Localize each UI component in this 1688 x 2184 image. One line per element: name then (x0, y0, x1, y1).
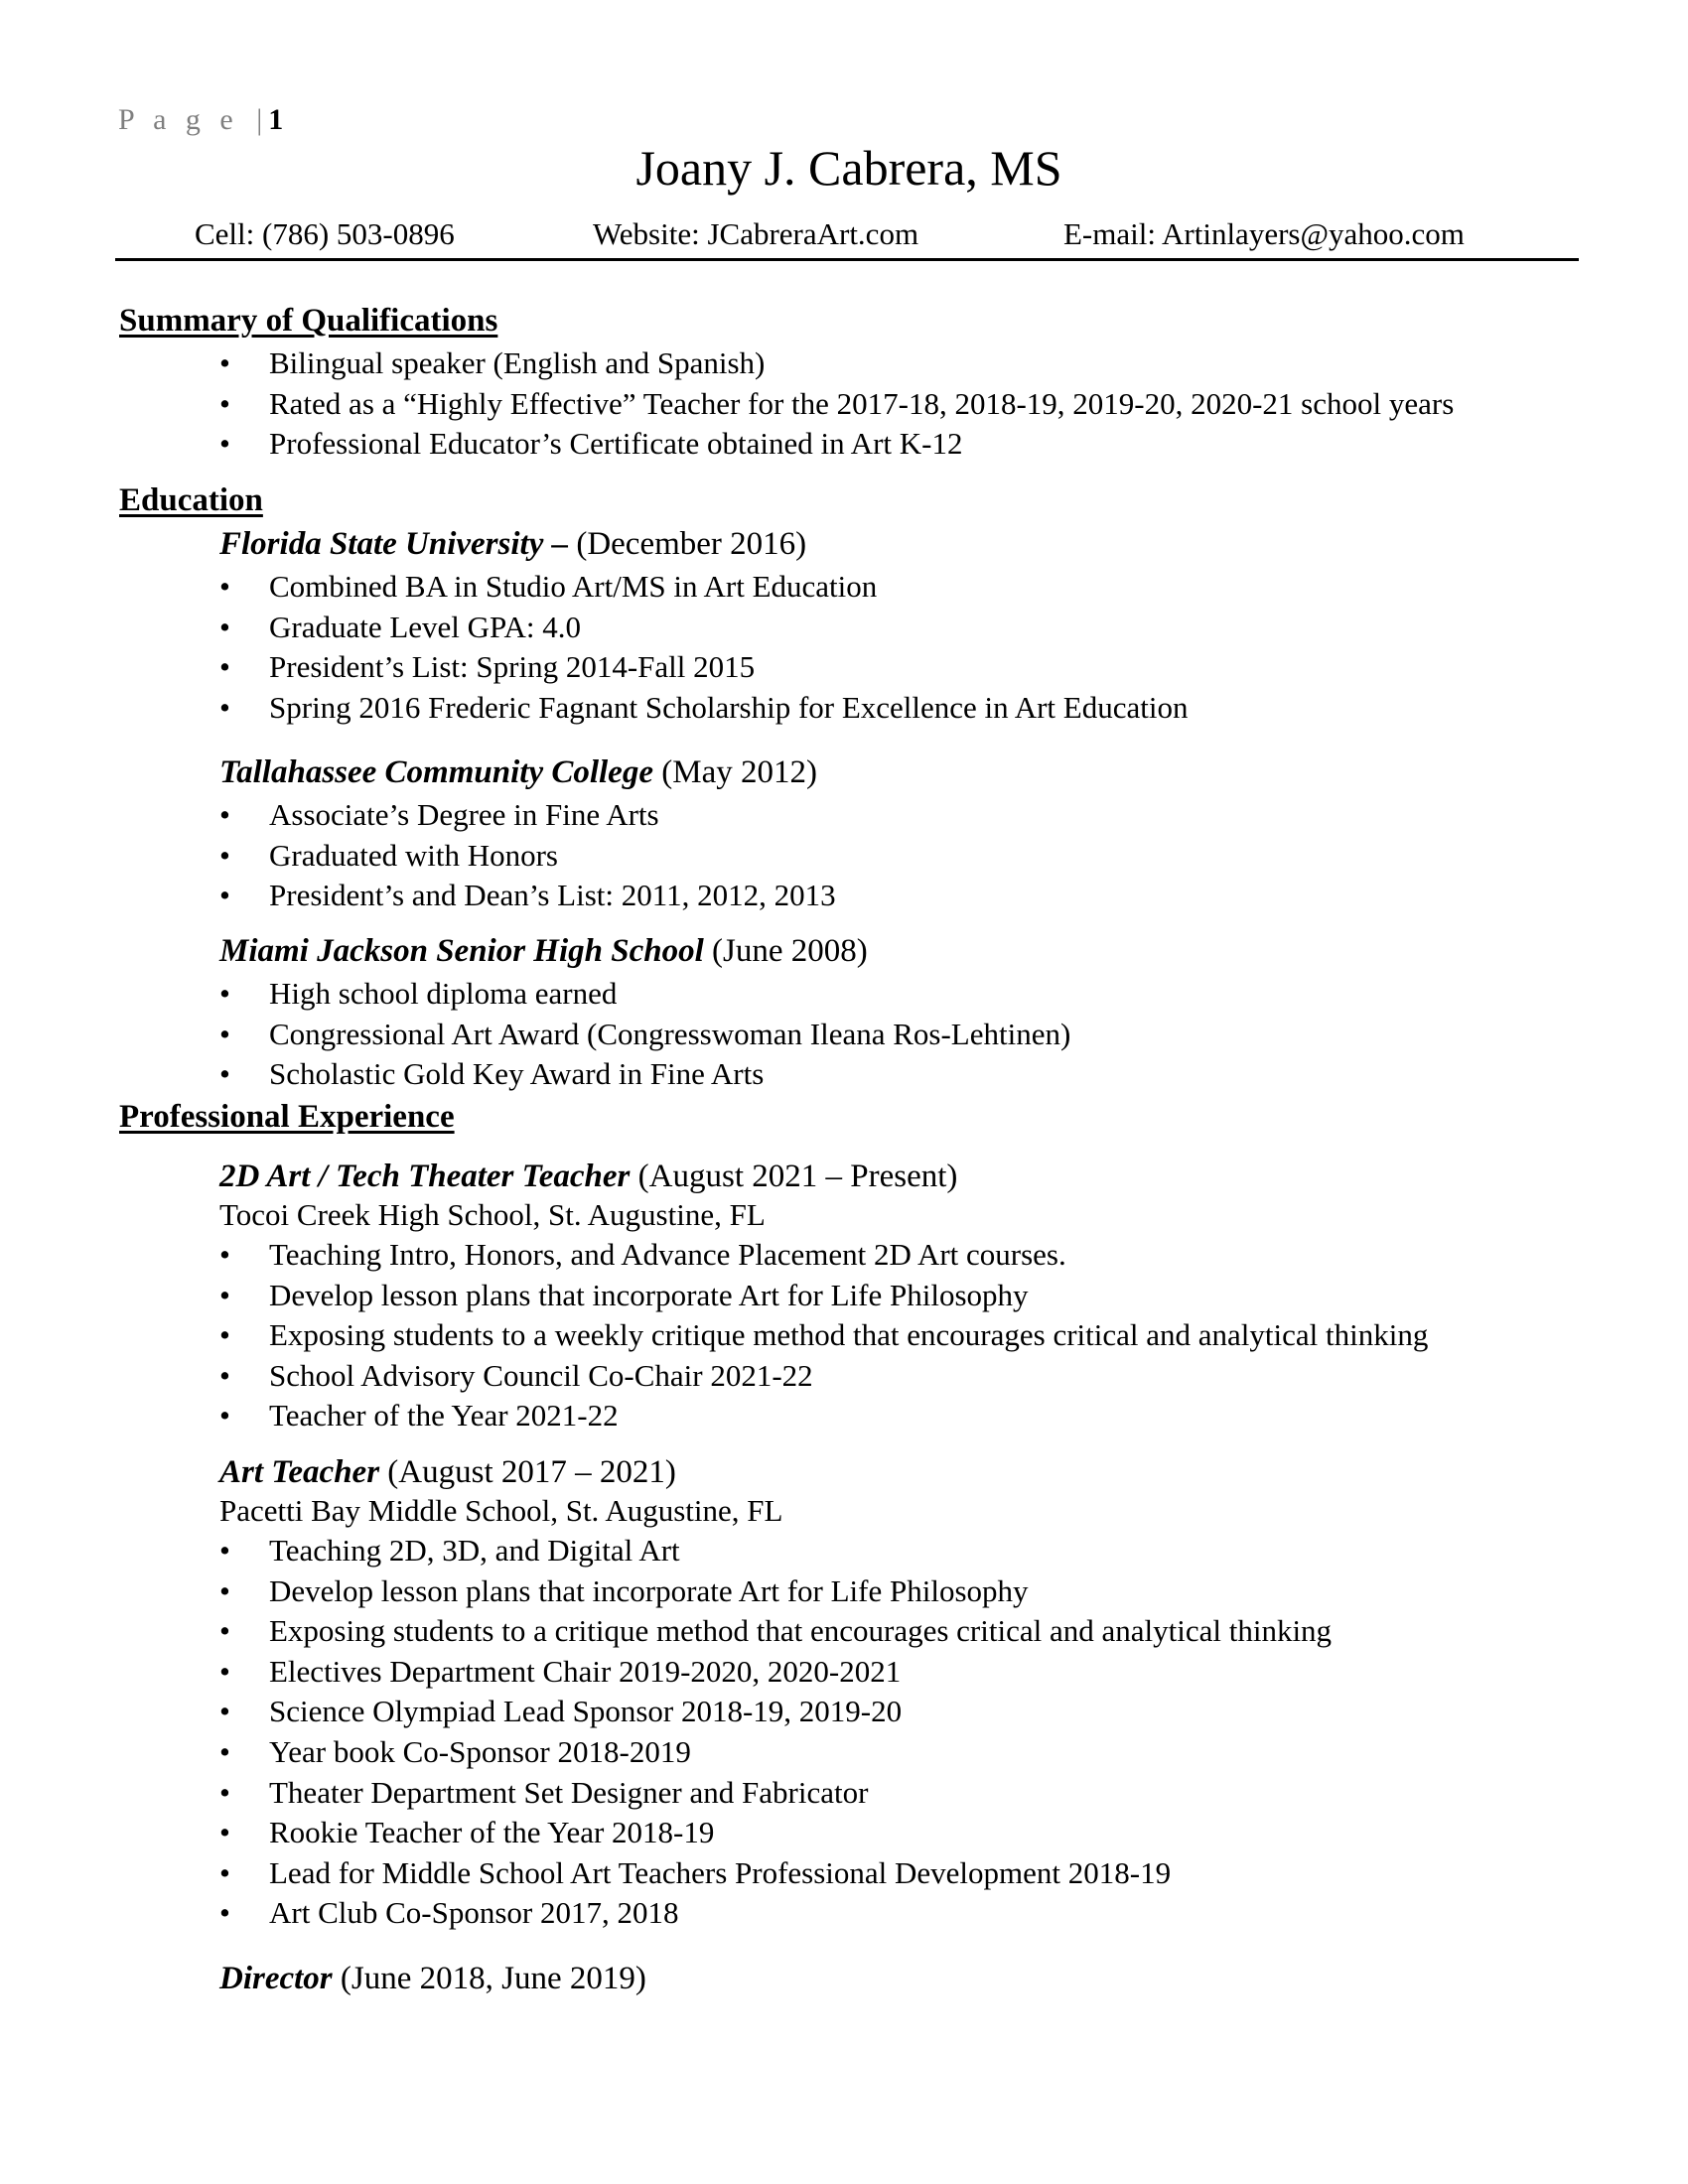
list-item-text: Develop lesson plans that incorporate Art for Life Philosophy (269, 1277, 1029, 1312)
list-item-text: Exposing students to a critique method that encourages critical and analytical thinking (269, 1613, 1333, 1649)
bullet-icon: • (219, 1533, 230, 1568)
job-heading-dates: (August 2021 – Present) (630, 1159, 958, 1194)
list-item-text: Rookie Teacher of the Year 2018-19 (269, 1815, 715, 1850)
list-item-text: Teaching 2D, 3D, and Digital Art (269, 1533, 680, 1568)
bullet-icon: • (219, 1572, 230, 1608)
list-item-text: Combined BA in Studio Art/MS in Art Education (269, 569, 878, 604)
resume-name: Joany J. Cabrera, MS (635, 140, 1062, 196)
bullet-icon: • (219, 797, 230, 832)
bullet-icon: • (219, 878, 230, 913)
job-heading-dates: (August 2017 – 2021) (379, 1454, 676, 1490)
bullet-icon: • (219, 569, 230, 604)
job-heading-title: Art Teacher (219, 1454, 380, 1490)
list-item-text: Congressional Art Award (Congresswoman Ileana Ros-Lehtinen) (269, 1016, 1071, 1051)
bullet-icon: • (219, 1357, 230, 1393)
job-heading (219, 1453, 676, 1491)
page-label: P a g e (118, 103, 239, 136)
bullet-icon: • (219, 1398, 230, 1433)
job-location: Pacetti Bay Middle School, St. Augustine, FL (219, 1493, 783, 1528)
school-heading-title: Florida State University – (219, 526, 569, 562)
bullet-icon: • (219, 1056, 230, 1092)
list-item-text: Associate’s Degree in Fine Arts (269, 797, 659, 832)
list-item-text: Exposing students to a weekly critique method that encourages critical and analytical thinking (269, 1317, 1429, 1353)
contact-cell: Cell: (786) 503-0896 (195, 216, 455, 251)
school-heading (219, 932, 868, 970)
list-item-text: Graduated with Honors (269, 837, 558, 873)
list-item-text: Art Club Co-Sponsor 2017, 2018 (269, 1895, 679, 1931)
school-heading (219, 525, 806, 563)
bullet-icon: • (219, 426, 230, 462)
job-heading-title: 2D Art / Tech Theater Teacher (219, 1159, 631, 1194)
bullet-icon: • (219, 1277, 230, 1312)
school-heading (219, 753, 817, 791)
section-heading-summary: Summary of Qualifications (119, 303, 498, 339)
school-heading-dates: (December 2016) (568, 526, 807, 562)
list-item-text: Develop lesson plans that incorporate Art for Life Philosophy (269, 1572, 1029, 1608)
header-divider (115, 258, 1579, 261)
bullet-icon: • (219, 689, 230, 725)
list-item-text: Electives Department Chair 2019-2020, 2020-2021 (269, 1653, 902, 1689)
bullet-icon: • (219, 1815, 230, 1850)
list-item-text: Theater Department Set Designer and Fabricator (269, 1774, 869, 1810)
list-item-text: High school diploma earned (269, 976, 618, 1011)
list-item-text: Graduate Level GPA: 4.0 (269, 609, 581, 644)
bullet-icon: • (219, 1016, 230, 1051)
bullet-icon: • (219, 1734, 230, 1769)
list-item-text: Science Olympiad Lead Sponsor 2018-19, 2019-20 (269, 1694, 903, 1729)
school-heading-title: Tallahassee Community College (219, 754, 653, 790)
job-heading-dates: (June 2018, June 2019) (332, 1961, 646, 1996)
list-item-text: Lead for Middle School Art Teachers Professional Development 2018-19 (269, 1854, 1172, 1890)
bullet-icon: • (219, 1613, 230, 1649)
bullet-icon: • (219, 1694, 230, 1729)
list-item-text: School Advisory Council Co-Chair 2021-22 (269, 1357, 813, 1393)
contact-email: E-mail: Artinlayers@yahoo.com (1063, 216, 1465, 251)
contact-website: Website: JCabreraArt.com (593, 216, 919, 251)
page-number-header (118, 103, 283, 137)
list-item-text: President’s List: Spring 2014-Fall 2015 (269, 649, 756, 685)
job-heading (219, 1960, 646, 1997)
school-heading-dates: (June 2008) (703, 933, 868, 969)
bullet-icon: • (219, 837, 230, 873)
bullet-icon: • (219, 1774, 230, 1810)
bullet-icon: • (219, 1237, 230, 1272)
list-item-text: Teacher of the Year 2021-22 (269, 1398, 619, 1433)
section-heading-education: Education (119, 482, 263, 518)
list-item-text: Rated as a “Highly Effective” Teacher for the 2017-18, 2018-19, 2019-20, 2020-21 school years (269, 385, 1455, 421)
school-heading-title: Miami Jackson Senior High School (219, 933, 704, 969)
list-item-text: Teaching Intro, Honors, and Advance Placement 2D Art courses. (269, 1237, 1066, 1272)
bullet-icon: • (219, 345, 230, 380)
job-location: Tocoi Creek High School, St. Augustine, FL (219, 1197, 766, 1232)
school-heading-dates: (May 2012) (652, 754, 817, 790)
bullet-icon: • (219, 649, 230, 685)
bullet-icon: • (219, 1895, 230, 1931)
list-item-text: Spring 2016 Frederic Fagnant Scholarship for Excellence in Art Education (269, 689, 1189, 725)
job-heading (219, 1158, 957, 1195)
list-item-text: Year book Co-Sponsor 2018-2019 (269, 1734, 691, 1769)
list-item-text: Professional Educator’s Certificate obtained in Art K-12 (269, 426, 963, 462)
page-separator: | (256, 103, 263, 136)
bullet-icon: • (219, 609, 230, 644)
list-item-text: Bilingual speaker (English and Spanish) (269, 345, 766, 380)
list-item-text: President’s and Dean’s List: 2011, 2012, 2013 (269, 878, 836, 913)
bullet-icon: • (219, 1653, 230, 1689)
bullet-icon: • (219, 385, 230, 421)
list-item-text: Scholastic Gold Key Award in Fine Arts (269, 1056, 765, 1092)
section-heading-experience: Professional Experience (119, 1099, 455, 1135)
bullet-icon: • (219, 976, 230, 1011)
bullet-icon: • (219, 1854, 230, 1890)
page-number: 1 (268, 103, 284, 136)
bullet-icon: • (219, 1317, 230, 1353)
job-heading-title: Director (219, 1961, 333, 1996)
